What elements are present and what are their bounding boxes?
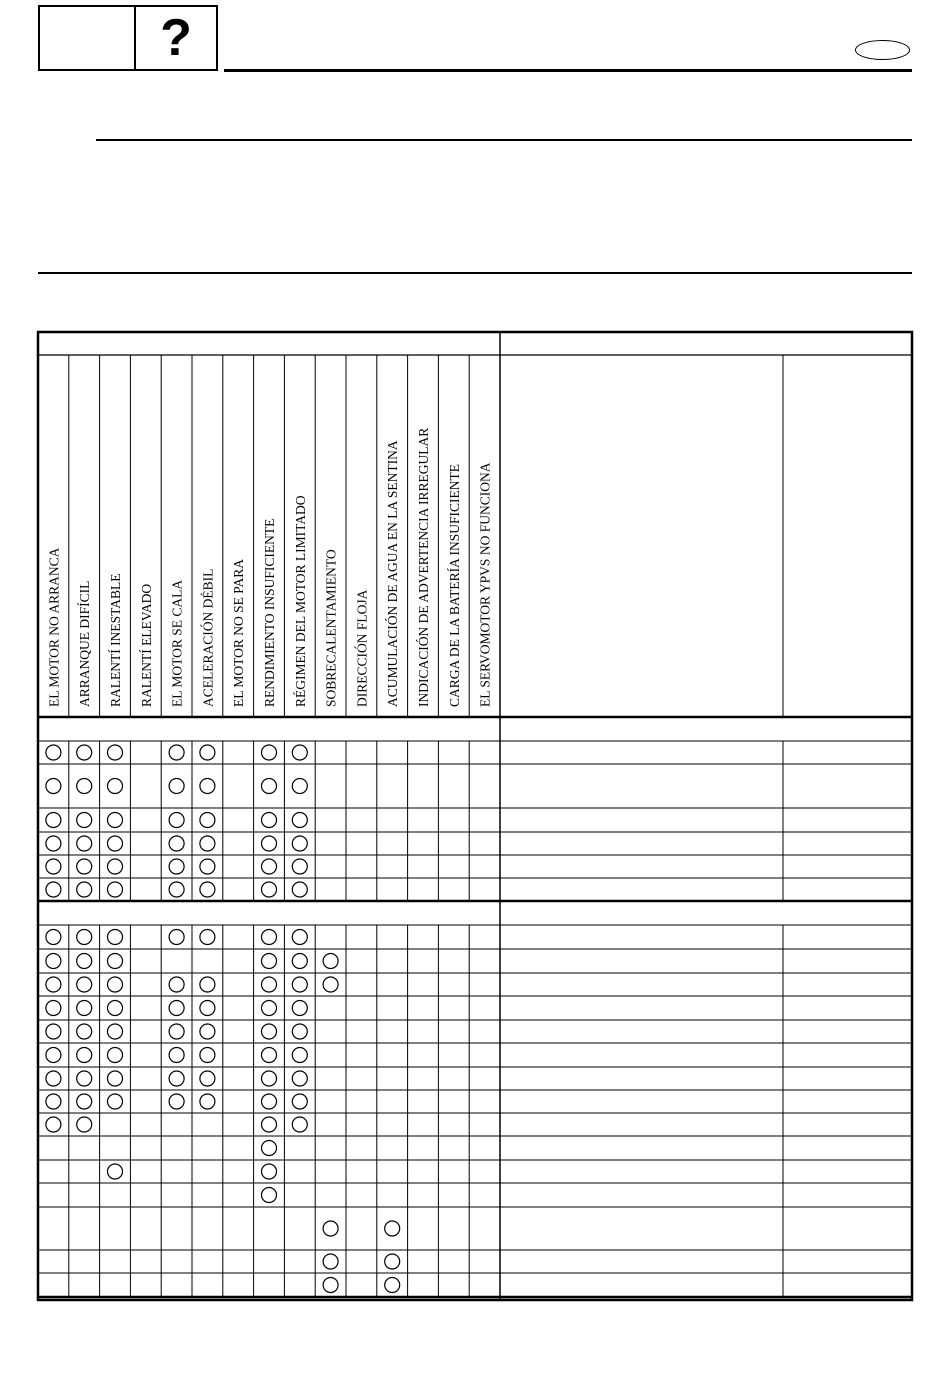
symptom-mark [77,930,92,945]
symptom-mark [77,1001,92,1016]
symptom-mark [200,836,215,851]
symptom-mark [262,1164,277,1179]
symptom-mark [292,859,307,874]
symptom-mark [169,1094,184,1109]
symptom-mark [169,882,184,897]
column-header: RALENTÍ ELEVADO [138,583,154,707]
symptom-mark [77,779,92,794]
symptom-mark [292,1117,307,1132]
symptom-mark [262,859,277,874]
symptom-mark [385,1278,400,1293]
column-header: EL MOTOR NO ARRANCA [46,547,62,707]
symptom-mark [108,1071,123,1086]
symptom-mark [77,1117,92,1132]
symptom-mark [46,1094,61,1109]
symptom-mark [46,813,61,828]
symptom-mark [292,1048,307,1063]
symptom-mark [46,1001,61,1016]
table-frame [38,332,912,1300]
symptom-mark [108,745,123,760]
symptom-mark [169,859,184,874]
symptom-mark [108,859,123,874]
symptom-mark [46,779,61,794]
symptom-mark [77,1094,92,1109]
symptom-mark [323,1254,338,1269]
symptom-mark [108,977,123,992]
symptom-mark [292,745,307,760]
column-header: EL MOTOR SE CALA [169,579,185,707]
symptom-mark [108,882,123,897]
symptom-mark [108,954,123,969]
symptom-mark [108,813,123,828]
symptom-mark [46,1071,61,1086]
symptom-mark [262,930,277,945]
symptom-mark [46,977,61,992]
symptom-mark [77,882,92,897]
symptom-mark [262,1188,277,1203]
symptom-mark [77,836,92,851]
symptom-mark [292,779,307,794]
symptom-mark [262,882,277,897]
symptom-mark [108,1024,123,1039]
symptom-mark [77,954,92,969]
symptom-mark [200,779,215,794]
symptom-mark [292,954,307,969]
symptom-mark [292,836,307,851]
column-header: CARGA DE LA BATERÍA INSUFICIENTE [446,463,462,707]
symptom-mark [108,1164,123,1179]
symptom-mark [77,977,92,992]
symptom-mark [46,930,61,945]
symptom-mark [169,779,184,794]
symptom-mark [108,930,123,945]
symptom-mark [108,1048,123,1063]
symptom-mark [169,977,184,992]
symptom-mark [200,882,215,897]
symptom-mark [108,779,123,794]
column-header: INDICACIÓN DE ADVERTENCIA IRREGULAR [416,427,431,707]
symptom-mark [262,977,277,992]
symptom-mark [323,1221,338,1236]
symptom-mark [77,745,92,760]
symptom-mark [46,882,61,897]
symptom-mark [292,930,307,945]
symptom-mark [200,1001,215,1016]
symptom-mark [262,1048,277,1063]
symptom-mark [46,1048,61,1063]
symptom-mark [292,813,307,828]
symptom-mark [262,1071,277,1086]
symptom-mark [169,836,184,851]
symptom-mark [169,930,184,945]
symptom-mark [323,977,338,992]
symptom-mark [292,1001,307,1016]
symptom-mark [46,859,61,874]
symptom-mark [200,1048,215,1063]
symptom-mark [323,954,338,969]
symptom-mark [200,1024,215,1039]
symptom-mark [169,745,184,760]
symptom-mark [262,1001,277,1016]
symptom-mark [262,954,277,969]
symptom-mark [200,859,215,874]
symptom-mark [108,1001,123,1016]
symptom-mark [385,1221,400,1236]
symptom-mark [200,813,215,828]
symptom-mark [200,1071,215,1086]
symptom-mark [108,1094,123,1109]
symptom-mark [46,954,61,969]
symptom-mark [77,1071,92,1086]
symptom-mark [169,1024,184,1039]
symptom-mark [385,1254,400,1269]
symptom-mark [169,1001,184,1016]
column-header: RENDIMIENTO INSUFICIENTE [262,518,277,707]
question-mark-icon: ? [160,9,192,67]
column-header: RÉGIMEN DEL MOTOR LIMITADO [292,495,308,707]
column-header: EL MOTOR NO SE PARA [231,558,247,707]
symptom-mark [200,930,215,945]
column-header: SOBRECALENTAMIENTO [323,549,339,707]
column-header: ACUMULACIÓN DE AGUA EN LA SENTINA [385,440,401,707]
symptom-mark [46,836,61,851]
symptom-mark [262,1024,277,1039]
symptom-mark [46,1117,61,1132]
symptom-mark [262,779,277,794]
symptom-mark [292,1094,307,1109]
symptom-mark [262,1141,277,1156]
symptom-mark [46,1024,61,1039]
column-header: ARRANQUE DIFÍCIL [77,580,93,707]
symptom-mark [77,859,92,874]
column-header: ACELERACIÓN DÉBIL [200,568,216,707]
symptom-mark [262,745,277,760]
symptom-mark [323,1278,338,1293]
symptom-mark [169,1048,184,1063]
symptom-mark [262,1117,277,1132]
symptom-mark [292,1024,307,1039]
symptom-mark [200,745,215,760]
symptom-mark [46,745,61,760]
symptom-mark [200,977,215,992]
column-header: EL SERVOMOTOR YPVS NO FUNCIONA [477,462,493,707]
symptom-mark [169,813,184,828]
symptom-mark [262,813,277,828]
symptom-mark [77,1024,92,1039]
symptom-mark [77,813,92,828]
symptom-mark [200,1094,215,1109]
symptom-mark [292,882,307,897]
symptom-mark [169,1071,184,1086]
column-header: RALENTÍ INESTABLE [108,573,123,707]
column-header: DIRECCIÓN FLOJA [354,589,370,707]
symptom-mark [262,836,277,851]
symptom-mark [292,1071,307,1086]
symptom-mark [292,977,307,992]
symptom-mark [108,836,123,851]
symptom-mark [262,1094,277,1109]
symptom-mark [77,1048,92,1063]
